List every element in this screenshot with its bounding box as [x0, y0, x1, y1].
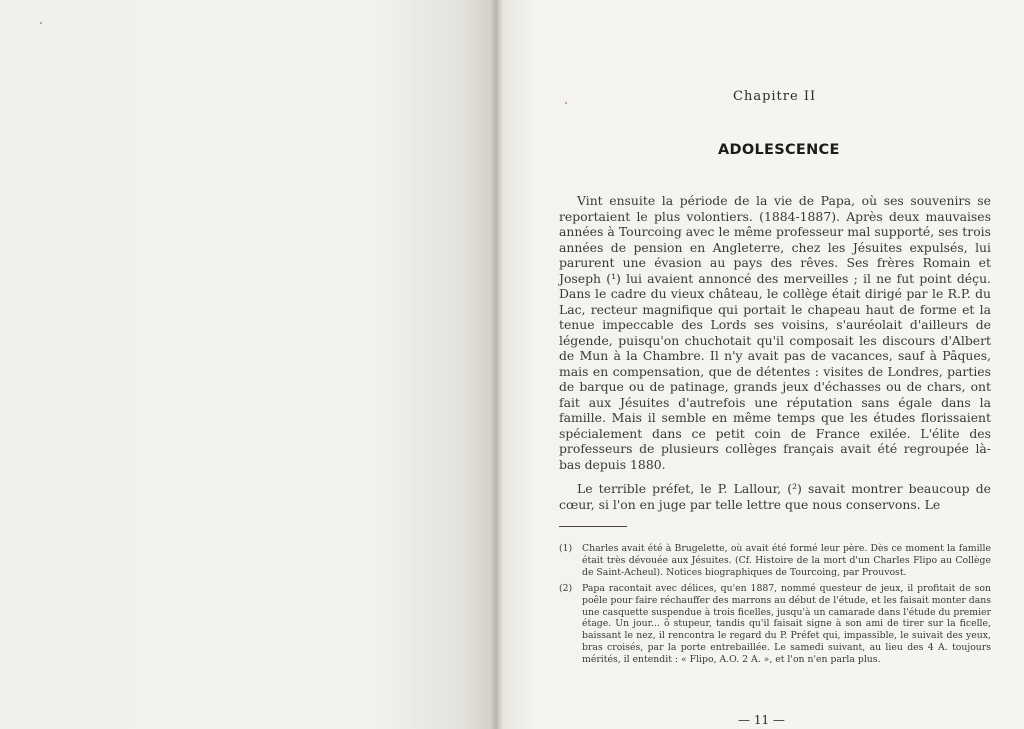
- footnote-text: Papa racontait avec délices, qu'en 1887, nommé questeur de jeux, il profitait de son poêle pour faire réchauffer des marrons au début de l'étude, et les faisait monter dans une casquette suspendue à trois ficelles, jusqu'à un camarade dans l'étude du premier étage. Un jour... ô stupeur, tandis qu'il faisait signe à son ami de tirer sur la ficelle, baissant le nez, il rencontra le regard du P. Préfet qui, impassible, le suivait des yeux, bras croisés, par la porte entrebaillée. Le samedi suivant, au lieu des 4 A. toujours mérités, il entendit : « Flipo, A.O. 2 A. », et l'on n'en parla plus.: [582, 582, 991, 666]
- left-page-blank: [0, 0, 497, 729]
- footnote-marker: (2): [559, 582, 573, 594]
- paragraph-1: Vint ensuite la période de la vie de Papa, où ses souvenirs se reportaient le plus volontiers. (1884-1887). Après deux mauvaises années à Tourcoing avec le même professeur mal supporté, ses trois années de pension en Angleterre, chez les Jésuites expulsés, lui parurent une évasion au pays des rêves. Ses frères Romain et Joseph (¹) lui avaient annoncé des merveilles ; il ne fut point déçu. Dans le cadre du vieux château, le collège était dirigé par le R.P. du Lac, recteur magnifique qui portait le chapeau haut de forme et la tenue impeccable des Lords ses voisins, s'auréolait d'ailleurs de légende, puisqu'on chuchotait qu'il composait les discours d'Albert de Mun à la Chambre. Il n'y avait pas de vacances, sauf à Pâques, mais en compensation, que de détentes : visites de Londres, parties de barque ou de patinage, grands jeux d'échasses ou de chars, ont fait aux Jésuites d'autrefois une réputation sans égale dans la famille. Mais il semble en même temps que les études florissaient spécialement dans ce petit coin de France exilée. L'élite des professeurs de plusieurs collèges français avait été regroupée là-bas depuis 1880.: [559, 193, 991, 472]
- paper-speck: [40, 22, 42, 24]
- body-text: [559, 193, 991, 512]
- chapter-label: Chapitre II: [733, 89, 817, 104]
- footnote-marker: (1): [559, 543, 573, 554]
- footnote-separator: [559, 526, 627, 527]
- footnote-text: Charles avait été à Brugelette, où avait été formé leur père. Dès ce moment la famille était très dévouée aux Jésuites. (Cf. Histoire de la mort d'un Charles Flipo au Collège de Saint-Acheul). Notices biographiques de Tourcoing, par Prouvost.: [582, 543, 991, 578]
- footnotes: [559, 543, 991, 670]
- footnote-2: [559, 583, 991, 666]
- paper-speck: [565, 102, 567, 104]
- page-number: — 11 —: [738, 713, 785, 727]
- section-title: ADOLESCENCE: [718, 142, 840, 158]
- paragraph-2: Le terrible préfet, le P. Lallour, (²) savait montrer beaucoup de cœur, si l'on en juge par telle lettre que nous conservons. Le: [559, 481, 991, 512]
- footnote-1: [559, 543, 991, 579]
